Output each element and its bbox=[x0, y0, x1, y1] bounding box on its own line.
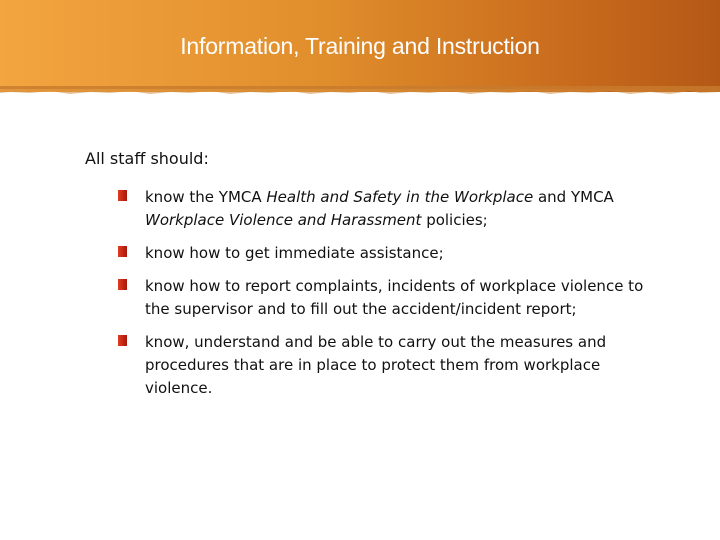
bullet-square-icon bbox=[118, 335, 127, 346]
bullet-square-icon bbox=[118, 279, 127, 290]
bullet-text: know, understand and be able to carry out the measures and procedures that are in place to protect them from workplace violence. bbox=[145, 333, 607, 397]
slide-title: Information, Training and Instruction bbox=[180, 33, 540, 59]
bullet-text: know how to report complaints, incidents of workplace violence to the supervisor and to fill out the accident/incident report; bbox=[145, 277, 644, 318]
bullet-square-icon bbox=[118, 246, 127, 257]
bullet-item bbox=[118, 331, 658, 400]
bullet-list bbox=[118, 186, 658, 410]
bullet-item bbox=[118, 275, 658, 321]
bullet-text: know how to get immediate assistance; bbox=[145, 244, 444, 262]
bullet-square-icon bbox=[118, 190, 127, 201]
bullet-text: know the YMCA Health and Safety in the Workplace and YMCA Workplace Violence and Harassment policies; bbox=[145, 188, 614, 229]
bullet-item bbox=[118, 186, 658, 232]
intro-text: All staff should: bbox=[85, 149, 209, 168]
banner-torn-edge bbox=[0, 86, 720, 100]
bullet-item bbox=[118, 242, 658, 265]
